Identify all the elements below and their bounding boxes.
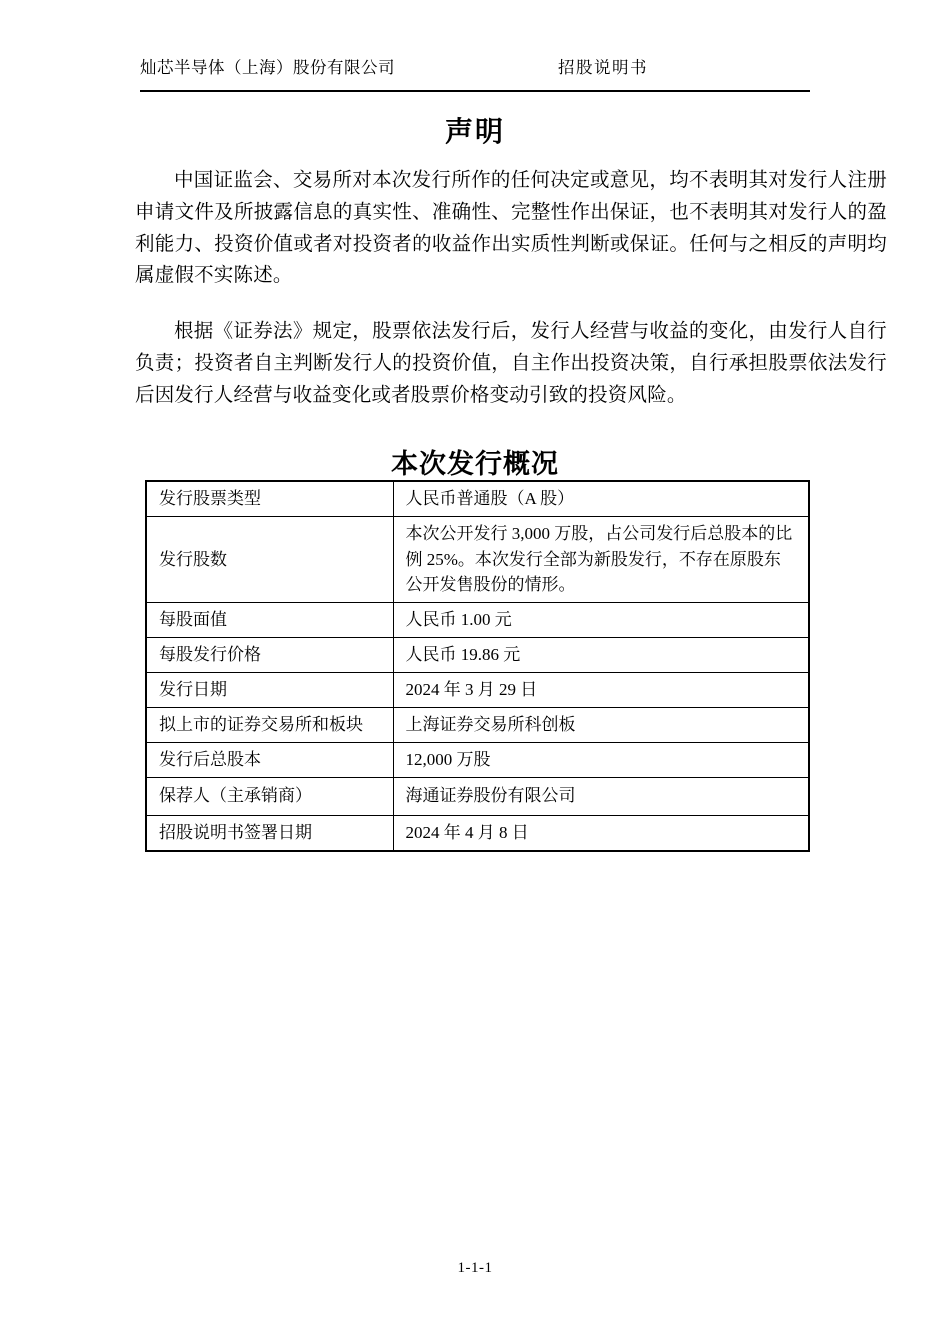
row-label: 保荐人（主承销商）	[146, 777, 393, 815]
row-label: 招股说明书签署日期	[146, 815, 393, 851]
declaration-paragraph-2: 根据《证券法》规定，股票依法发行后，发行人经营与收益的变化，由发行人自行负责；投资者自主判断发行人的投资价值，自主作出投资决策，自行承担股票依法发行后因发行人经营与收益变化或者股票价格变动引致的投资风险。	[135, 321, 887, 406]
table-row	[146, 742, 809, 777]
header-document-type: 招股说明书	[558, 58, 648, 77]
table-row	[146, 672, 809, 707]
table-row	[146, 777, 809, 815]
row-label: 发行股数	[146, 517, 393, 603]
row-value: 2024 年 4 月 8 日	[393, 815, 809, 851]
header-company-name: 灿芯半导体（上海）股份有限公司	[140, 58, 395, 77]
table-row	[146, 815, 809, 851]
row-value: 本次公开发行 3,000 万股，占公司发行后总股本的比例 25%。本次发行全部为新股发行，不存在原股东公开发售股份的情形。	[393, 517, 809, 603]
row-value: 人民币 1.00 元	[393, 602, 809, 637]
table-row	[146, 637, 809, 672]
row-value: 12,000 万股	[393, 742, 809, 777]
row-value: 2024 年 3 月 29 日	[393, 672, 809, 707]
offering-overview-title: 本次发行概况	[391, 449, 559, 479]
row-value: 人民币 19.86 元	[393, 637, 809, 672]
offering-overview-table	[145, 480, 810, 852]
page-number: 1-1-1	[457, 1260, 493, 1276]
row-label: 发行后总股本	[146, 742, 393, 777]
table-row	[146, 602, 809, 637]
row-label: 拟上市的证券交易所和板块	[146, 707, 393, 742]
row-value: 上海证券交易所科创板	[393, 707, 809, 742]
row-label: 发行股票类型	[146, 481, 393, 517]
row-label: 每股发行价格	[146, 637, 393, 672]
header-divider-line	[140, 90, 810, 92]
row-label: 发行日期	[146, 672, 393, 707]
table-row	[146, 517, 809, 603]
row-value: 人民币普通股（A 股）	[393, 481, 809, 517]
row-label: 每股面值	[146, 602, 393, 637]
declaration-title: 声明	[444, 116, 505, 147]
table-row	[146, 707, 809, 742]
table-row	[146, 481, 809, 517]
declaration-paragraph-1: 中国证监会、交易所对本次发行所作的任何决定或意见，均不表明其对发行人注册申请文件及所披露信息的真实性、准确性、完整性作出保证，也不表明其对发行人的盈利能力、投资价值或者对投资者的收益作出实质性判断或保证。任何与之相反的声明均属虚假不实陈述。	[135, 170, 887, 287]
row-value: 海通证券股份有限公司	[393, 777, 809, 815]
